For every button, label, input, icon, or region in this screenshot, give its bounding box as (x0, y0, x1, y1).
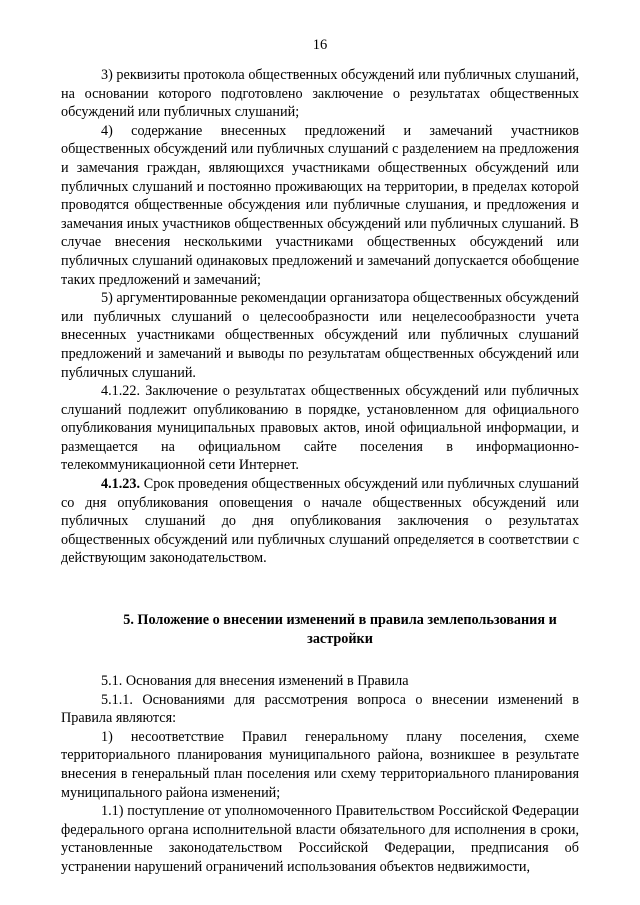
page-number: 16 (312, 37, 328, 53)
list-item-3: 3) реквизиты протокола общественных обсуждений или публичных слушаний, на основании которого подготовлено заключение о результатах общественных обсуждений или публичных слушаний; (61, 67, 579, 121)
section-heading-line2: застройки (307, 631, 373, 648)
list-item-1: 1) несоответствие Правил генеральному плану поселения, схеме территориального планирования муниципального района, возникшее в результате внесения в генеральный план поселения или схему территориального планирования муниципального района изменений; (61, 728, 579, 801)
section-heading-line1: 5. Положение о внесении изменений в правила землепользования и (123, 612, 557, 629)
document-body (61, 66, 579, 877)
list-item-5: 5) аргументированные рекомендации организатора общественных обсуждений или публичных слушаний о целесообразности или нецелесообразности учета внесенных участниками общественных обсуждений или публичных слушаний предложений и замечаний и выводы по результатам общественных обсуждений или публичных слушаний. (61, 290, 579, 381)
section-heading (61, 611, 579, 649)
clause-5-1: 5.1. Основания для внесения изменений в Правила (101, 673, 409, 690)
clause-4-1-22: 4.1.22. Заключение о результатах общественных обсуждений или публичных слушаний подлежит опубликованию в порядке, установленном для официального опубликования муниципальных правовых актов, иной официальной информации, и размещается на официальном сайте поселения в информационно-телекоммуникационной сети Интернет. (61, 383, 579, 474)
clause-4-1-23 (61, 475, 579, 568)
section-gap (61, 568, 579, 611)
list-item-1-1: 1.1) поступление от уполномоченного Правительством Российской Федерации федерального органа исполнительной власти обязательного для исполнения в сроки, установленные законодательством Российской Федерации, предписания об устранении нарушений ограничений использования объектов недвижимости, (61, 803, 579, 875)
clause-5-1-1: 5.1.1. Основаниями для рассмотрения вопроса о внесении изменений в Правила являются: (61, 691, 579, 727)
clause-4-1-23-text: Срок проведения общественных обсуждений или публичных слушаний со дня опубликования оповещения о начале общественных обсуждений или публичных слушаний до дня опубликования заключения о результатах общественных обсуждений или публичных слушаний определяется в соответствии с действующим законодательством. (61, 476, 579, 567)
clause-4-1-23-number: 4.1.23. (101, 476, 141, 493)
list-item-4: 4) содержание внесенных предложений и замечаний участников общественных обсуждений или публичных слушаний с разделением на предложения и замечания граждан, являющихся участниками общественных обсуждений или публичных слушаний и постоянно проживающих на территории, в пределах которой проводятся общественные обсуждения или публичные слушания, и предложения и замечания иных участников общественных обсуждений или публичных слушаний. В случае внесения несколькими участниками общественных обсуждений или публичных слушаний одинаковых предложений и замечаний допускается обобщение таких предложений и замечаний; (61, 122, 579, 288)
heading-gap (61, 649, 579, 672)
